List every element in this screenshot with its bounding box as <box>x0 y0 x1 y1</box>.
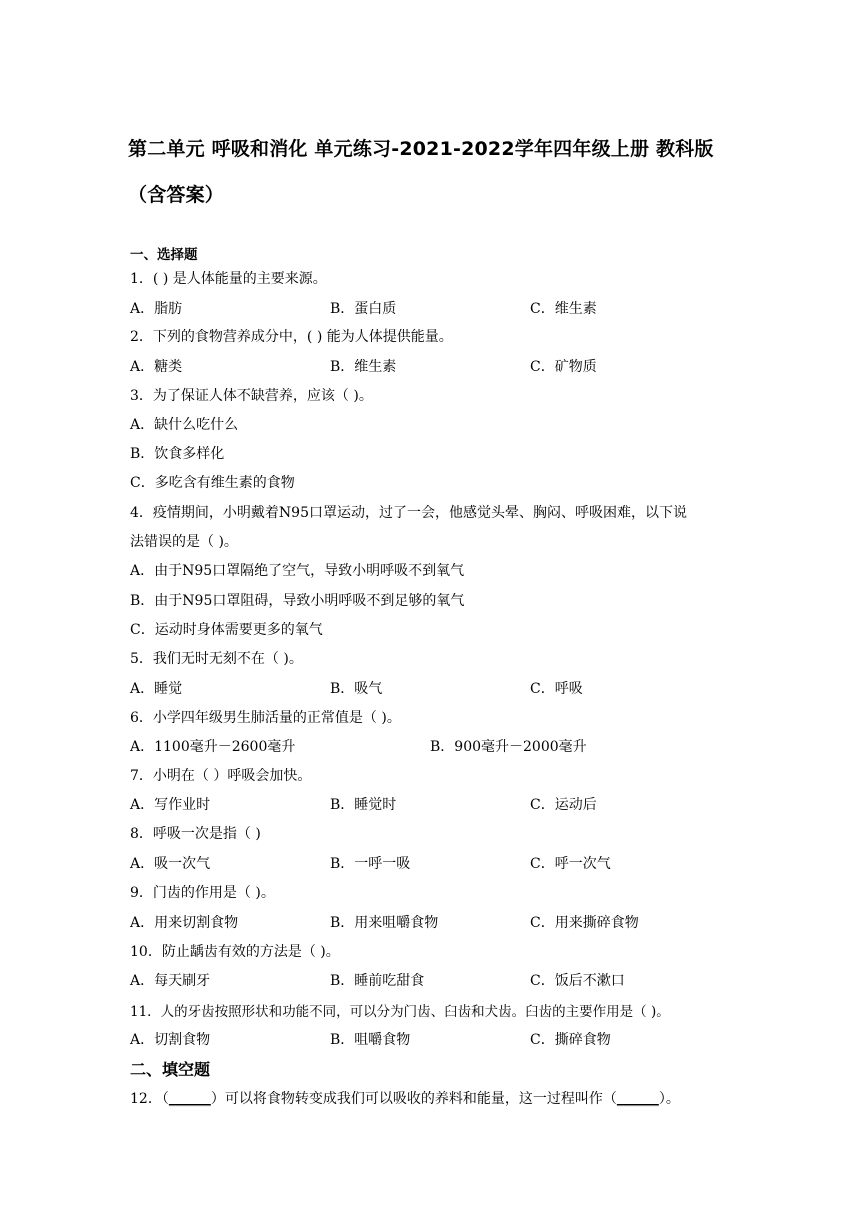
q12-blank-1: ______ <box>168 1091 211 1107</box>
q9-option-b: B．用来咀嚼食物 <box>330 915 439 931</box>
q12-blank-2: ______ <box>616 1091 659 1107</box>
question-5: 5．我们无时无刻不在（ )。 <box>130 651 303 667</box>
q3-option-b: B．饮食多样化 <box>130 446 225 462</box>
q10-option-c: C．饭后不漱口 <box>530 973 625 989</box>
title-line-1: 第二单元 呼吸和消化 单元练习-2021-2022学年四年级上册 教科版 <box>128 138 714 160</box>
q5-option-b: B．吸气 <box>330 681 383 697</box>
q11-option-c: C．撕碎食物 <box>530 1032 611 1048</box>
q8-option-b: B．一呼一吸 <box>330 856 411 872</box>
q9-option-c: C．用来撕碎食物 <box>530 915 639 931</box>
q5-option-a: A．睡觉 <box>130 681 183 697</box>
q10-option-b: B．睡前吃甜食 <box>330 973 425 989</box>
q8-option-c: C．呼一次气 <box>530 856 611 872</box>
q12-prefix: 12．（ <box>130 1091 169 1107</box>
q7-option-a: A．写作业时 <box>130 797 211 813</box>
section-heading-choice: 一、选择题 <box>130 247 198 263</box>
question-11: 11．人的牙齿按照形状和功能不同，可以分为门齿、臼齿和犬齿。臼齿的主要作用是（ )。 <box>130 1004 670 1020</box>
question-7: 7．小明在（ ）呼吸会加快。 <box>130 768 312 784</box>
q12-suffix: ）。 <box>658 1091 680 1107</box>
question-6: 6．小学四年级男生肺活量的正常值是（ )。 <box>130 710 401 726</box>
q10-option-a: A．每天刷牙 <box>130 973 211 989</box>
q3-option-c: C．多吃含有维生素的食物 <box>130 475 295 491</box>
q5-option-c: C．呼吸 <box>530 681 583 697</box>
q2-option-b: B．维生素 <box>330 359 397 375</box>
question-10: 10．防止龋齿有效的方法是（ )。 <box>130 944 340 960</box>
q2-option-c: C．矿物质 <box>530 359 597 375</box>
q7-option-c: C．运动后 <box>530 797 597 813</box>
question-1: 1．( ) 是人体能量的主要来源。 <box>130 271 327 287</box>
question-4-line-2: 法错误的是（ )。 <box>130 534 238 550</box>
q7-option-b: B．睡觉时 <box>330 797 397 813</box>
q6-option-b: B．900毫升－2000毫升 <box>430 739 587 755</box>
q1-option-b: B．蛋白质 <box>330 301 397 317</box>
q12-middle: ）可以将食物转变成我们可以吸收的养料和能量，这一过程叫作（ <box>210 1091 617 1107</box>
q1-option-c: C．维生素 <box>530 301 597 317</box>
q3-option-a: A．缺什么吃什么 <box>130 417 239 433</box>
q4-option-a: A．由于N95口罩隔绝了空气，导致小明呼吸不到氧气 <box>130 563 465 579</box>
q6-option-a: A．1100毫升－2600毫升 <box>130 739 296 755</box>
question-3: 3．为了保证人体不缺营养，应该（ )。 <box>130 388 373 404</box>
question-8: 8．呼吸一次是指（ ) <box>130 826 261 842</box>
q8-option-a: A．吸一次气 <box>130 856 211 872</box>
question-4-line-1: 4．疫情期间，小明戴着N95口罩运动，过了一会，他感觉头晕、胸闷、呼吸困难，以下说 <box>130 505 687 521</box>
question-2: 2．下列的食物营养成分中，( ) 能为人体提供能量。 <box>130 329 453 345</box>
q11-option-a: A．切割食物 <box>130 1032 211 1048</box>
question-9: 9．门齿的作用是（ )。 <box>130 885 275 901</box>
q1-option-a: A．脂肪 <box>130 301 183 317</box>
title-line-2: （含答案） <box>128 184 225 206</box>
question-12 <box>130 1088 680 1108</box>
q9-option-a: A．用来切割食物 <box>130 915 239 931</box>
q4-option-b: B．由于N95口罩阻碍，导致小明呼吸不到足够的氧气 <box>130 593 465 609</box>
q4-option-c: C．运动时身体需要更多的氧气 <box>130 622 323 638</box>
section-heading-fill-blank: 二、填空题 <box>130 1060 211 1079</box>
q2-option-a: A．糖类 <box>130 359 183 375</box>
q11-option-b: B．咀嚼食物 <box>330 1032 411 1048</box>
